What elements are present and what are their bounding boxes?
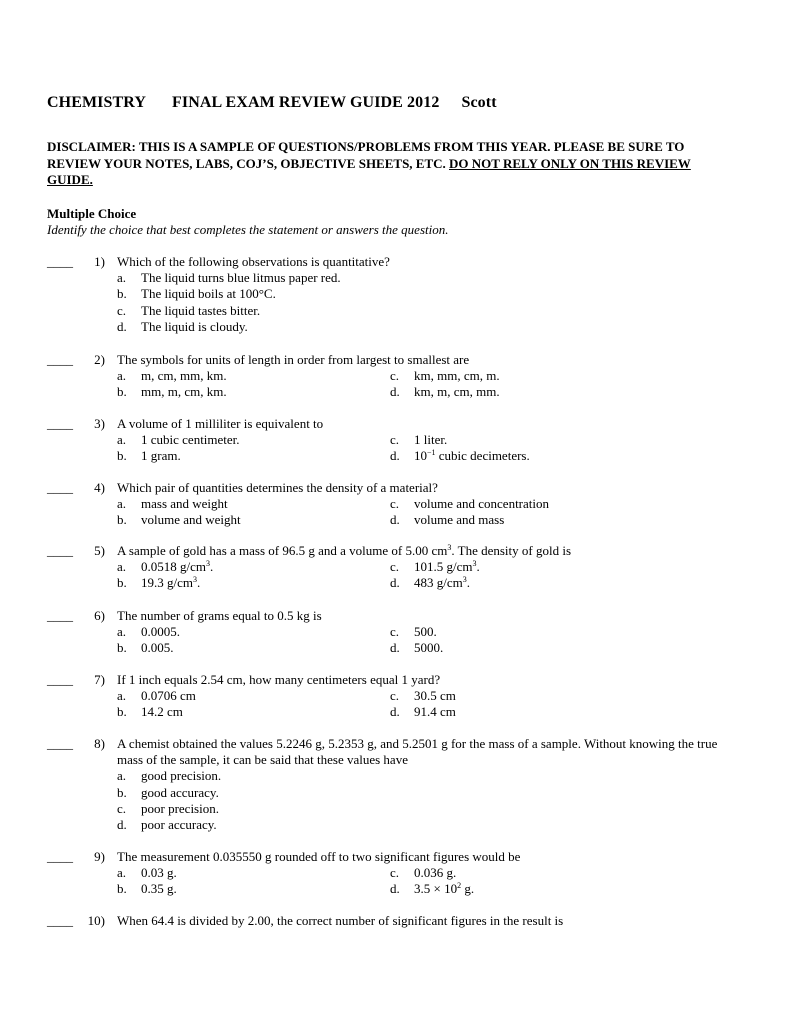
answer-blank[interactable]: ____ bbox=[47, 254, 73, 269]
answer-option-a[interactable] bbox=[117, 688, 196, 704]
option-text: 0.0005. bbox=[141, 624, 180, 640]
text-part: . bbox=[197, 575, 201, 591]
answer-option-c[interactable] bbox=[390, 368, 500, 384]
option-letter: b. bbox=[117, 448, 127, 464]
option-text bbox=[141, 575, 200, 590]
option-text: The liquid is cloudy. bbox=[141, 318, 248, 334]
question-stem: When 64.4 is divided by 2.00, the correct number of significant figures in the result is bbox=[117, 913, 564, 928]
option-text bbox=[414, 448, 530, 463]
answer-option-b[interactable] bbox=[117, 286, 276, 302]
answer-option-c[interactable] bbox=[390, 624, 437, 640]
option-text bbox=[414, 575, 470, 590]
text-part: 19.3 g/cm bbox=[141, 575, 193, 591]
option-letter: b. bbox=[117, 286, 127, 302]
option-text: volume and mass bbox=[414, 512, 505, 528]
section-heading: Multiple Choice bbox=[47, 206, 137, 221]
answer-option-a[interactable] bbox=[117, 559, 213, 575]
option-letter: a. bbox=[117, 624, 127, 640]
superscript: 3 bbox=[472, 559, 477, 569]
disclaimer-text: DISCLAIMER: THIS IS A SAMPLE OF QUESTIONS/PROBLEMS FROM THIS YEAR. PLEASE BE SURE TO REVIEW YOUR NOTES, LABS, COJ’S, OBJECTIVE SHEETS, ETC. bbox=[47, 139, 685, 171]
option-letter: c. bbox=[390, 368, 400, 384]
question-number: 2) bbox=[94, 352, 105, 367]
text-part: 101.5 g/cm bbox=[414, 559, 473, 575]
superscript: 3 bbox=[206, 559, 210, 569]
option-letter: a. bbox=[117, 768, 127, 784]
option-text: 1 liter. bbox=[414, 432, 448, 448]
answer-blank[interactable]: ____ bbox=[47, 849, 73, 864]
option-text bbox=[141, 559, 213, 574]
option-text: The liquid tastes bitter. bbox=[141, 302, 261, 318]
option-letter: c. bbox=[390, 496, 400, 512]
page-title bbox=[47, 94, 497, 112]
answer-option-a[interactable] bbox=[117, 368, 227, 384]
option-text: 0.0706 cm bbox=[141, 688, 196, 704]
option-letter: a. bbox=[117, 865, 127, 881]
superscript: −1 bbox=[427, 448, 436, 458]
answer-option-d[interactable] bbox=[390, 881, 474, 897]
superscript: 3 bbox=[193, 575, 197, 585]
option-text: 30.5 cm bbox=[414, 688, 456, 704]
option-text bbox=[414, 559, 480, 574]
answer-blank[interactable]: ____ bbox=[47, 608, 73, 623]
option-text: 5000. bbox=[414, 640, 444, 656]
option-letter: a. bbox=[117, 368, 127, 384]
answer-option-b[interactable] bbox=[117, 512, 241, 528]
text-part: . bbox=[476, 559, 480, 575]
option-text: 1 gram. bbox=[141, 448, 181, 464]
question-number: 7) bbox=[94, 672, 105, 687]
superscript: 2 bbox=[457, 881, 462, 891]
option-text: volume and weight bbox=[141, 512, 241, 528]
option-letter: c. bbox=[390, 432, 400, 448]
option-text: 0.036 g. bbox=[414, 865, 457, 881]
option-text: 0.35 g. bbox=[141, 881, 177, 897]
option-text: poor accuracy. bbox=[141, 817, 217, 832]
text-part: . The density of gold is bbox=[451, 543, 571, 558]
answer-option-d[interactable] bbox=[390, 640, 443, 656]
teacher-name: Scott bbox=[461, 94, 497, 111]
answer-option-b[interactable] bbox=[117, 448, 181, 464]
text-part: . bbox=[466, 575, 470, 591]
question-number: 6) bbox=[94, 608, 105, 623]
answer-option-a[interactable] bbox=[117, 768, 221, 784]
question-stem: A chemist obtained the values 5.2246 g, 5.2353 g, and 5.2501 g for the mass of a sample. Without knowing the true mass of the sample, it can be said that these values have bbox=[117, 736, 718, 768]
text-part: . bbox=[210, 559, 214, 575]
option-letter: d. bbox=[390, 881, 400, 897]
answer-option-a[interactable] bbox=[117, 432, 240, 448]
answer-option-d[interactable] bbox=[390, 512, 504, 528]
text-part: A sample of gold has a mass of 96.5 g and a volume of 5.00 cm bbox=[117, 543, 448, 558]
option-letter: b. bbox=[117, 384, 127, 400]
question-stem: The number of grams equal to 0.5 kg is bbox=[117, 608, 322, 623]
answer-option-d[interactable] bbox=[390, 575, 470, 591]
question-stem: Which pair of quantities determines the density of a material? bbox=[117, 480, 438, 495]
answer-option-d[interactable] bbox=[390, 704, 456, 720]
option-letter: c. bbox=[390, 624, 400, 640]
answer-option-c[interactable] bbox=[117, 801, 219, 817]
text-part: g. bbox=[461, 881, 475, 897]
answer-option-b[interactable] bbox=[117, 575, 200, 591]
option-letter: a. bbox=[117, 270, 127, 286]
option-text: 1 cubic centimeter. bbox=[141, 432, 240, 448]
option-text: 0.03 g. bbox=[141, 865, 177, 881]
answer-blank[interactable]: ____ bbox=[47, 416, 73, 431]
answer-option-c[interactable] bbox=[390, 496, 549, 512]
option-letter: d. bbox=[117, 817, 127, 832]
superscript: 3 bbox=[447, 543, 452, 552]
option-letter: a. bbox=[117, 432, 127, 448]
question-number: 9) bbox=[94, 849, 105, 864]
text-part: cubic decimeters. bbox=[435, 448, 530, 464]
section-instructions: Identify the choice that best completes the statement or answers the question. bbox=[47, 222, 449, 237]
option-letter: d. bbox=[390, 512, 400, 528]
text-part: 0.0518 g/cm bbox=[141, 559, 206, 575]
question-number: 1) bbox=[94, 254, 105, 269]
option-text: volume and concentration bbox=[414, 496, 550, 512]
answer-blank[interactable]: ____ bbox=[47, 913, 73, 928]
superscript: 3 bbox=[462, 575, 467, 585]
text-part: 3.5 × 10 bbox=[414, 881, 458, 897]
answer-option-b[interactable] bbox=[117, 881, 177, 897]
option-text: 500. bbox=[414, 624, 437, 640]
option-letter: d. bbox=[390, 448, 400, 464]
option-letter: c. bbox=[117, 800, 127, 816]
option-letter: d. bbox=[390, 384, 400, 400]
answer-option-c[interactable] bbox=[390, 688, 456, 704]
answer-blank[interactable]: ____ bbox=[47, 480, 73, 495]
answer-option-c[interactable] bbox=[117, 303, 260, 319]
option-letter: a. bbox=[117, 559, 127, 575]
answer-option-c[interactable] bbox=[390, 865, 456, 881]
option-letter: b. bbox=[117, 881, 127, 897]
subject-title: CHEMISTRY bbox=[47, 94, 147, 111]
answer-option-a[interactable] bbox=[117, 496, 228, 512]
question-number: 4) bbox=[94, 480, 105, 495]
answer-option-b[interactable] bbox=[117, 384, 227, 400]
question-stem: If 1 inch equals 2.54 cm, how many centimeters equal 1 yard? bbox=[117, 672, 441, 687]
option-text: 0.005. bbox=[141, 640, 174, 656]
question-number: 5) bbox=[94, 543, 105, 558]
answer-option-d[interactable] bbox=[390, 384, 500, 400]
option-text: mass and weight bbox=[141, 496, 228, 512]
answer-option-d[interactable] bbox=[117, 319, 248, 335]
option-letter: d. bbox=[390, 640, 400, 656]
option-text: poor precision. bbox=[141, 800, 219, 816]
answer-option-c[interactable] bbox=[390, 432, 447, 448]
option-text bbox=[414, 881, 474, 896]
question-stem: The symbols for units of length in order from largest to smallest are bbox=[117, 352, 470, 367]
option-text: good accuracy. bbox=[141, 784, 219, 800]
option-text: m, cm, mm, km. bbox=[141, 368, 227, 384]
option-letter: b. bbox=[117, 704, 127, 720]
answer-option-a[interactable] bbox=[117, 624, 180, 640]
question-stem: The measurement 0.035550 g rounded off to two significant figures would be bbox=[117, 849, 521, 864]
option-letter: d. bbox=[117, 318, 127, 334]
answer-option-d[interactable] bbox=[390, 448, 530, 464]
option-letter: d. bbox=[390, 575, 400, 591]
option-letter: a. bbox=[117, 496, 127, 512]
option-letter: b. bbox=[117, 640, 127, 656]
option-text: The liquid turns blue litmus paper red. bbox=[141, 270, 341, 286]
answer-blank[interactable]: ____ bbox=[47, 672, 73, 687]
option-letter: b. bbox=[117, 784, 127, 800]
option-text: good precision. bbox=[141, 768, 222, 784]
option-letter: b. bbox=[117, 575, 127, 591]
question-number: 3) bbox=[94, 416, 105, 431]
text-part: 483 g/cm bbox=[414, 575, 463, 591]
answer-blank[interactable]: ____ bbox=[47, 736, 73, 751]
question-stem bbox=[117, 543, 732, 559]
question-stem: A volume of 1 milliliter is equivalent to bbox=[117, 416, 324, 431]
question-number: 8) bbox=[94, 736, 105, 751]
text-part: 10 bbox=[414, 448, 427, 464]
option-letter: c. bbox=[390, 559, 400, 575]
answer-option-a[interactable] bbox=[117, 270, 341, 286]
disclaimer-warning: DO NOT RELY ONLY ON THIS REVIEW GUIDE. bbox=[47, 155, 691, 187]
answer-blank[interactable]: ____ bbox=[47, 543, 73, 558]
option-letter: b. bbox=[117, 512, 127, 528]
answer-option-a[interactable] bbox=[117, 865, 177, 881]
answer-option-b[interactable] bbox=[117, 640, 174, 656]
option-letter: c. bbox=[390, 688, 400, 704]
answer-blank[interactable]: ____ bbox=[47, 352, 73, 367]
option-text: 91.4 cm bbox=[414, 704, 456, 720]
answer-option-d[interactable] bbox=[117, 817, 217, 833]
option-text: mm, m, cm, km. bbox=[141, 384, 227, 400]
option-letter: d. bbox=[390, 704, 400, 720]
option-letter: c. bbox=[117, 302, 127, 318]
disclaimer bbox=[47, 139, 737, 189]
question-stem: Which of the following observations is quantitative? bbox=[117, 254, 390, 269]
option-text: The liquid boils at 100°C. bbox=[141, 286, 276, 302]
answer-option-b[interactable] bbox=[117, 785, 219, 801]
question-number: 10) bbox=[87, 913, 105, 928]
option-letter: c. bbox=[390, 865, 400, 881]
option-text: km, mm, cm, m. bbox=[414, 368, 500, 384]
answer-option-c[interactable] bbox=[390, 559, 480, 575]
option-text: 14.2 cm bbox=[141, 704, 183, 720]
option-text: km, m, cm, mm. bbox=[414, 384, 500, 400]
option-letter: a. bbox=[117, 688, 127, 704]
answer-option-b[interactable] bbox=[117, 704, 183, 720]
guide-title: FINAL EXAM REVIEW GUIDE 2012 bbox=[172, 94, 440, 111]
